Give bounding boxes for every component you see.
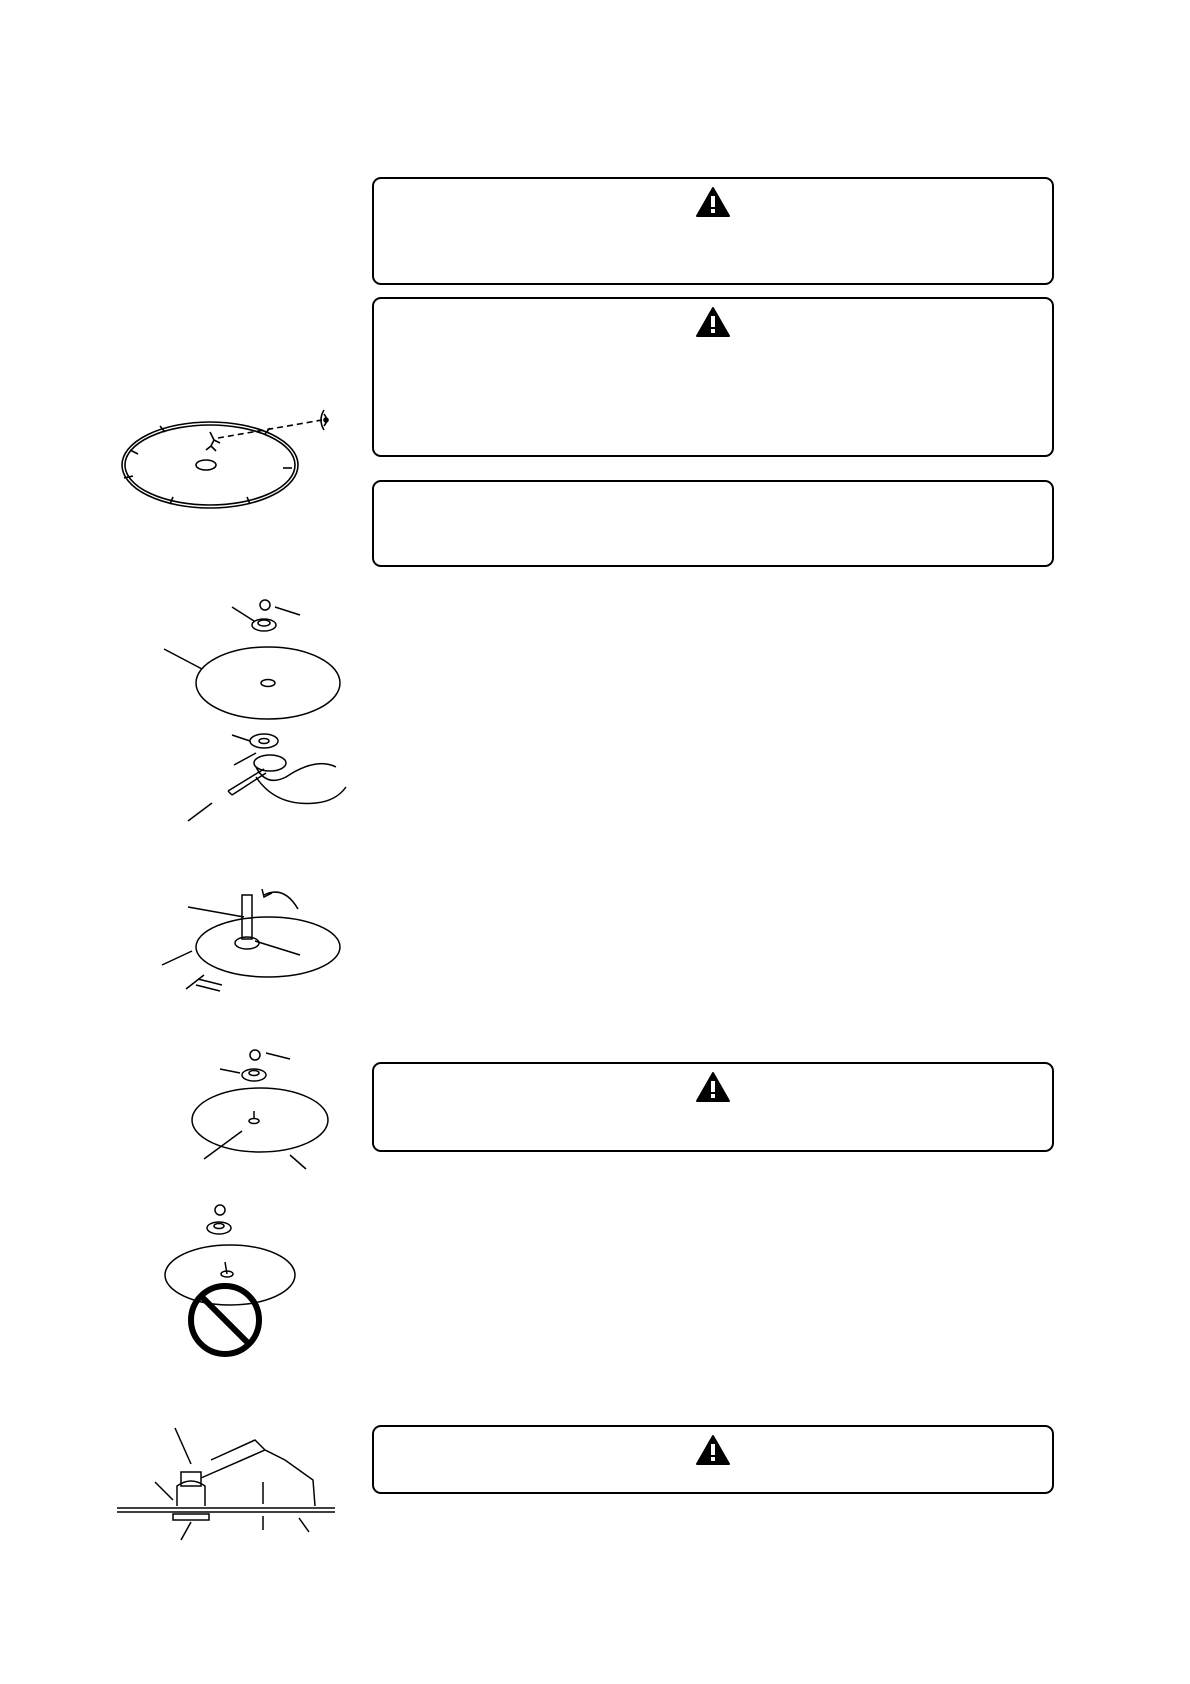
blade-parts-order-figure [180, 1045, 330, 1175]
blade-tightening-figure [160, 885, 350, 1015]
blade-parts-exploded-figure [160, 595, 350, 835]
warning-box-1 [372, 177, 1054, 285]
gear-case-blade-side-view-figure [115, 1420, 345, 1550]
warning-box-3 [372, 1062, 1054, 1152]
warning-triangle-icon [695, 1434, 731, 1471]
prohibited-icon [191, 1286, 259, 1354]
note-box [372, 480, 1054, 567]
incorrect-blade-installation-figure [155, 1200, 305, 1360]
warning-triangle-icon [695, 1071, 731, 1108]
cracked-blade-inspection-figure [110, 390, 350, 520]
warning-triangle-icon [695, 306, 731, 343]
warning-triangle-icon [695, 186, 731, 223]
warning-box-2 [372, 297, 1054, 457]
warning-box-4 [372, 1425, 1054, 1494]
